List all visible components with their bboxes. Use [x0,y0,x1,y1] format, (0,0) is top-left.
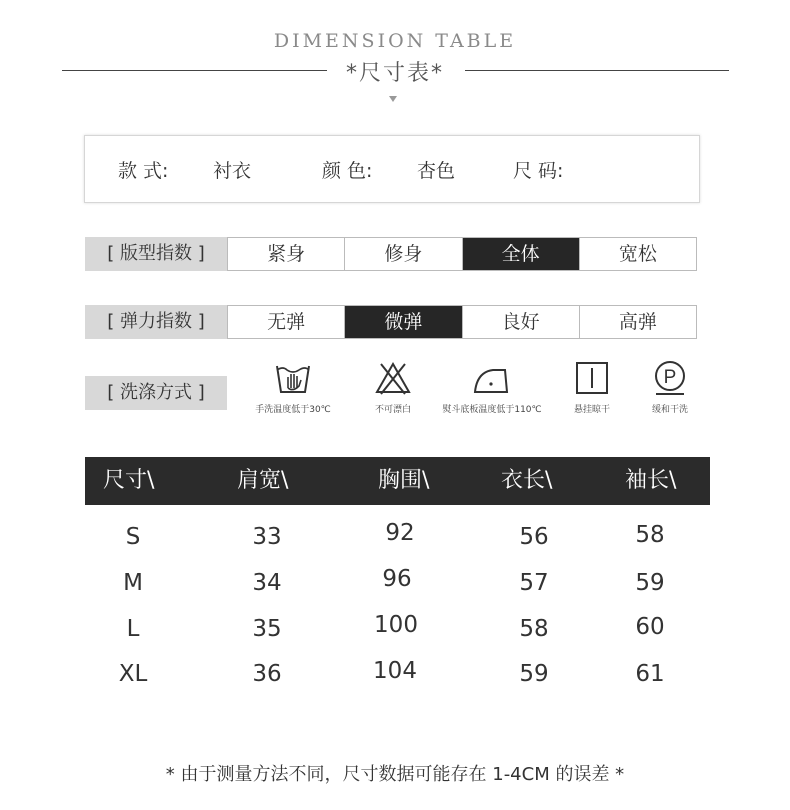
table-cell: 59 [635,570,665,596]
care-item [238,358,348,415]
table-cell: 60 [635,614,665,640]
care-caption: 缓和干洗 [651,405,688,415]
care-label: [ 洗涤方式 ] [85,376,227,410]
fit-option: 宽松 [579,238,697,270]
table-cell: 61 [635,661,665,687]
stretch-index-label: [ 弹力指数 ] [85,305,227,339]
stretch-option: 良好 [462,306,579,338]
measurement-note: * 由于测量方法不同，尺寸数据可能存在 1-4CM 的误差 * [165,764,625,785]
size-table-header [85,457,710,505]
table-cell: 33 [252,524,282,550]
fit-option: 紧身 [227,238,344,270]
english-title: DIMENSION TABLE [273,30,517,52]
header-size: 尺寸\ [103,468,155,493]
table-cell: 92 [385,520,415,546]
fit-option-selected: 全体 [462,238,579,270]
hand-wash-icon [273,358,313,398]
table-cell: M [123,570,143,596]
style-value: 衬衣 [213,160,252,182]
fit-option: 修身 [344,238,461,270]
fit-index-row [85,237,697,271]
care-caption: 熨斗底板温度低于110℃ [442,405,542,415]
care-caption: 手洗温度低于30℃ [255,405,331,415]
style-label: 款 式: [118,160,169,182]
care-caption: 不可漂白 [374,405,411,415]
product-info-box [84,135,700,203]
care-item [432,358,552,415]
color-label: 颜 色: [322,160,373,182]
table-cell: S [125,524,141,550]
chinese-title: *尺寸表* [345,61,444,86]
caret-down-icon [389,96,397,102]
table-cell: 96 [382,566,412,592]
header-shoulder: 肩宽\ [237,468,289,493]
table-cell: 104 [373,658,417,684]
care-item [630,358,710,415]
stretch-option-selected: 微弹 [344,306,461,338]
table-cell: 59 [519,661,549,687]
care-caption: 悬挂晾干 [573,405,610,415]
table-cell: 34 [252,570,282,596]
size-label: 尺 码: [513,160,564,182]
hang-dry-icon [572,358,612,398]
stretch-option: 无弹 [227,306,344,338]
iron-icon [471,358,513,398]
stretch-index-row [85,305,697,339]
fit-index-label: [ 版型指数 ] [85,237,227,271]
color-value: 杏色 [417,160,456,182]
table-cell: 58 [519,616,549,642]
table-cell: 35 [252,616,282,642]
header-sleeve: 袖长\ [625,468,677,493]
table-cell: XL [118,661,148,687]
header-bust: 胸围\ [378,468,430,493]
table-cell: 58 [635,522,665,548]
no-bleach-icon [373,358,413,398]
table-cell: 57 [519,570,549,596]
svg-text:P: P [663,367,677,388]
table-cell: 36 [252,661,282,687]
care-item [552,358,632,415]
dry-clean-icon [650,358,690,398]
header-length: 衣长\ [501,468,553,493]
stretch-option: 高弹 [579,306,697,338]
table-cell: 56 [519,524,549,550]
table-cell: L [126,616,140,642]
table-cell: 100 [374,612,418,638]
care-item [348,358,438,415]
